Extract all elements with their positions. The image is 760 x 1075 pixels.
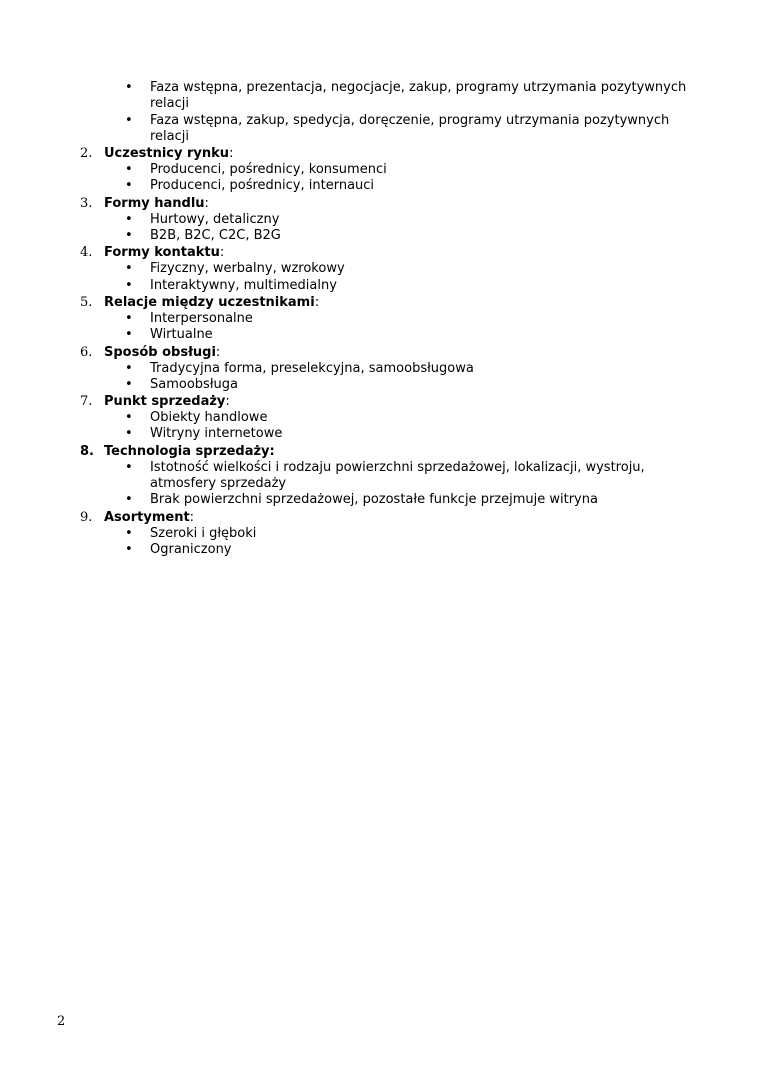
list-subitem bbox=[0, 426, 760, 442]
subitem-text: Producenci, pośrednicy, konsumenci bbox=[150, 162, 387, 178]
subitem-text: Interpersonalne bbox=[150, 310, 253, 326]
list-subitem bbox=[0, 278, 760, 294]
item-number: 8. bbox=[80, 443, 94, 459]
subitem-text: Ograniczony bbox=[150, 541, 232, 557]
list-subitem bbox=[0, 113, 760, 146]
subitem-text: Fizyczny, werbalny, wzrokowy bbox=[150, 261, 345, 277]
subitem-text: Istotność wielkości i rodzaju powierzchni sprzedażowej, lokalizacji, wystroju, atmosfery sprzedaży bbox=[150, 459, 645, 492]
subitem-text: Witryny internetowe bbox=[150, 426, 283, 442]
list-item bbox=[0, 393, 760, 410]
bullet-icon: • bbox=[125, 525, 133, 541]
bullet-icon: • bbox=[125, 178, 133, 194]
item-suffix: : bbox=[225, 394, 230, 410]
list-item bbox=[0, 344, 760, 361]
bullet-icon: • bbox=[125, 112, 133, 128]
bullet-icon: • bbox=[125, 327, 133, 343]
subitem-text: Faza wstępna, zakup, spedycja, doręczenie, programy utrzymania pozytywnych relacji bbox=[150, 112, 670, 144]
list-subitem bbox=[0, 162, 760, 178]
list-subitem bbox=[0, 526, 760, 542]
item-number: 6. bbox=[80, 344, 93, 360]
list-subitem bbox=[0, 377, 760, 393]
item-suffix: : bbox=[204, 195, 209, 211]
list-subitem bbox=[0, 311, 760, 327]
subitem-text: Hurtowy, detaliczny bbox=[150, 211, 280, 227]
bullet-icon: • bbox=[125, 459, 133, 475]
item-title: Sposób obsługi bbox=[104, 344, 216, 360]
bullet-icon: • bbox=[125, 541, 133, 557]
item-number: 7. bbox=[80, 394, 93, 410]
bullet-icon: • bbox=[125, 410, 133, 426]
list-item bbox=[0, 244, 760, 261]
subitem-text: Samoobsługa bbox=[150, 376, 238, 392]
list-subitem bbox=[0, 80, 760, 113]
subitem-text: Brak powierzchni sprzedażowej, pozostałe funkcje przejmuje witryna bbox=[150, 492, 598, 508]
item-title: Punkt sprzedaży bbox=[104, 394, 226, 410]
bullet-icon: • bbox=[125, 360, 133, 376]
list-item bbox=[0, 195, 760, 212]
list-subitem bbox=[0, 261, 760, 277]
bullet-icon: • bbox=[125, 277, 133, 293]
list-subitem bbox=[0, 228, 760, 244]
item-number: 5. bbox=[80, 294, 93, 310]
item-title: Formy handlu bbox=[104, 195, 205, 211]
item-suffix: : bbox=[229, 146, 234, 162]
bullet-icon: • bbox=[125, 162, 133, 178]
subitem-text: Tradycyjna forma, preselekcyjna, samoobsługowa bbox=[150, 360, 474, 376]
list-item bbox=[0, 443, 760, 460]
subitem-text: Producenci, pośrednicy, internauci bbox=[150, 178, 375, 194]
item-title: Asortyment bbox=[104, 509, 190, 525]
item-title: Uczestnicy rynku bbox=[104, 146, 230, 162]
subitem-text: Szeroki i głęboki bbox=[150, 525, 257, 541]
item-title: Relacje między uczestnikami bbox=[104, 294, 315, 310]
list-subitem bbox=[0, 212, 760, 228]
bullet-icon: • bbox=[125, 376, 133, 392]
item-title: Formy kontaktu bbox=[104, 245, 220, 261]
subitem-text: Interaktywny, multimedialny bbox=[150, 277, 337, 293]
item-suffix: : bbox=[219, 245, 225, 261]
list-subitem bbox=[0, 361, 760, 377]
item-number: 3. bbox=[80, 195, 93, 211]
list-item bbox=[0, 294, 760, 311]
item-number: 9. bbox=[80, 509, 93, 525]
list-subitem bbox=[0, 460, 760, 493]
list-subitem bbox=[0, 178, 760, 194]
bullet-icon: • bbox=[125, 228, 133, 244]
bullet-icon: • bbox=[125, 310, 133, 326]
bullet-icon: • bbox=[125, 80, 133, 95]
list-subitem bbox=[0, 410, 760, 426]
subitem-text: Wirtualne bbox=[150, 327, 213, 343]
list-subitem bbox=[0, 327, 760, 343]
numbered-list bbox=[0, 80, 760, 558]
item-suffix: : bbox=[314, 294, 320, 310]
item-title: Technologia sprzedaży: bbox=[104, 443, 275, 459]
item-number: 4. bbox=[80, 245, 93, 261]
list-subitem bbox=[0, 542, 760, 558]
bullet-icon: • bbox=[125, 261, 133, 277]
list-item bbox=[0, 509, 760, 526]
page-number: 2 bbox=[57, 1014, 66, 1029]
item-suffix: : bbox=[215, 344, 221, 360]
subitem-text: B2B, B2C, C2C, B2G bbox=[150, 228, 281, 244]
item-suffix: : bbox=[189, 509, 195, 525]
item-number: 2. bbox=[80, 146, 93, 162]
list-subitem bbox=[0, 492, 760, 508]
bullet-icon: • bbox=[125, 492, 133, 508]
bullet-icon: • bbox=[125, 211, 133, 227]
list-item bbox=[0, 145, 760, 162]
subitem-text: Obiekty handlowe bbox=[150, 410, 268, 426]
bullet-icon: • bbox=[125, 426, 133, 442]
subitem-text: Faza wstępna, prezentacja, negocjacje, zakup, programy utrzymania pozytywnych relacji bbox=[150, 80, 687, 112]
